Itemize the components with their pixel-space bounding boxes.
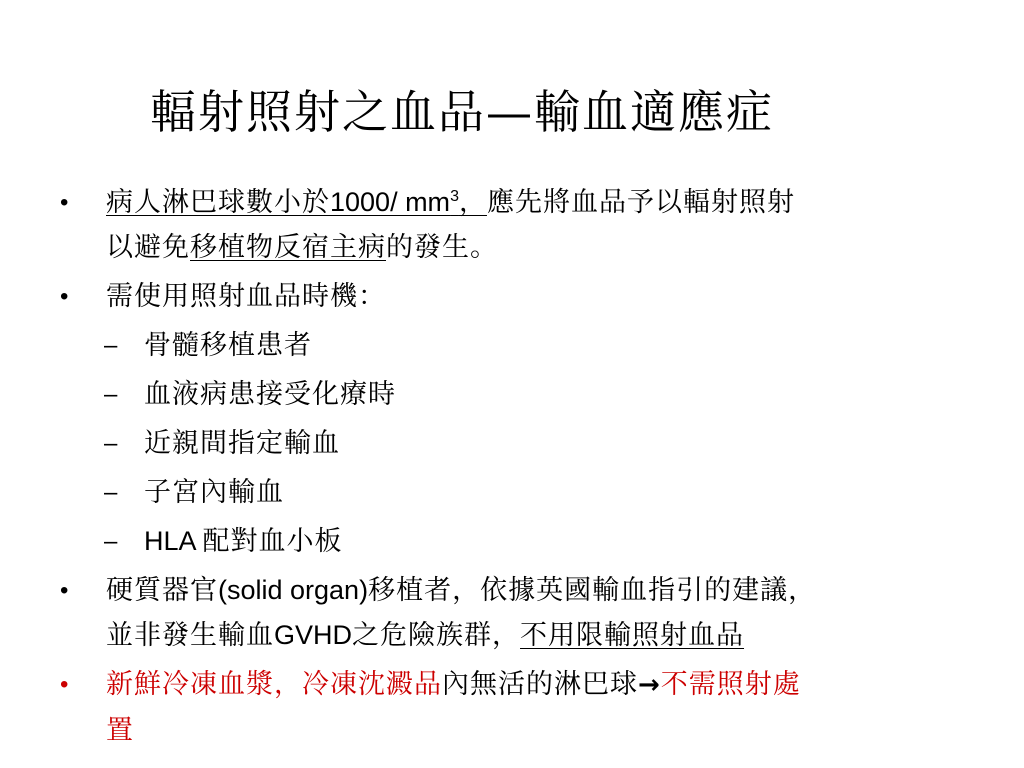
- gvhd-term: 移植物反宿主病: [190, 232, 386, 263]
- dash-icon: –: [104, 430, 119, 457]
- lymphocyte-count-value: 1000/ mm: [330, 187, 451, 217]
- plasma-products-text: 新鮮冷凍血漿，冷凍沈澱品: [106, 669, 442, 700]
- bullet-dot-icon: •: [60, 577, 70, 604]
- platelet-text: 配對血小板: [202, 526, 343, 557]
- bullet-dot-icon: •: [60, 671, 70, 698]
- risk-group-text: 之危險族群，: [352, 620, 521, 651]
- slide-title: 輻射照射之血品—輸血適應症: [150, 85, 774, 139]
- indications-heading: 需使用照射血品時機：: [106, 281, 386, 312]
- sub-item-text: 近親間指定輸血: [144, 428, 340, 459]
- sub-item-text: 子宮內輸血: [144, 477, 284, 508]
- sub-item-text: 骨髓移植患者: [144, 330, 312, 361]
- no-restriction-underlined: 不用限輸照射血品: [520, 620, 745, 651]
- bullet-dot-icon: •: [60, 283, 70, 310]
- dash-icon: –: [104, 479, 119, 506]
- sub-item-hla-platelets: [60, 519, 990, 564]
- comma-mark: ，: [458, 187, 487, 218]
- guideline-text: 移植者，依據英國輸血指引的建議，: [368, 575, 817, 606]
- no-irradiation-text-end: 置: [106, 715, 134, 746]
- right-arrow-icon: →: [638, 670, 661, 700]
- bullet-item-indications: [60, 274, 990, 319]
- sub-item-bone-marrow: [60, 323, 990, 368]
- sub-item-directed-donation: [60, 421, 990, 466]
- irradiate-instruction: 應先將血品予以輻射照射: [486, 187, 795, 218]
- avoid-text: 以避免: [106, 232, 190, 263]
- dash-icon: –: [104, 381, 119, 408]
- no-irradiation-text: 不需照射處: [660, 669, 801, 700]
- sub-item-chemo: [60, 372, 990, 417]
- bullet-item-plasma: [60, 662, 990, 753]
- bullet-dot-icon: •: [60, 189, 70, 216]
- gvhd-abbrev: GVHD: [274, 620, 353, 650]
- non-risk-text: 並非發生輸血: [106, 620, 274, 651]
- dash-icon: –: [104, 332, 119, 359]
- dash-icon: –: [104, 528, 119, 555]
- occurrence-text: 的發生。: [386, 232, 498, 263]
- slide-content: [60, 180, 990, 753]
- sub-item-text: 血液病患接受化療時: [144, 379, 396, 410]
- unit-superscript: 3: [450, 188, 459, 205]
- bullet-item-solid-organ: [60, 568, 990, 658]
- lymphocyte-count-underlined: [106, 187, 487, 218]
- bullet-item-lymphocyte: [60, 180, 990, 270]
- hla-label: HLA: [144, 526, 203, 556]
- solid-organ-text: 硬質器官: [106, 575, 218, 606]
- lymphocyte-count-text: 病人淋巴球數小於: [106, 187, 330, 218]
- no-live-lymphocyte-text: 內無活的淋巴球: [442, 669, 638, 700]
- solid-organ-latin: (solid organ): [218, 575, 369, 605]
- sub-item-intrauterine: [60, 470, 990, 515]
